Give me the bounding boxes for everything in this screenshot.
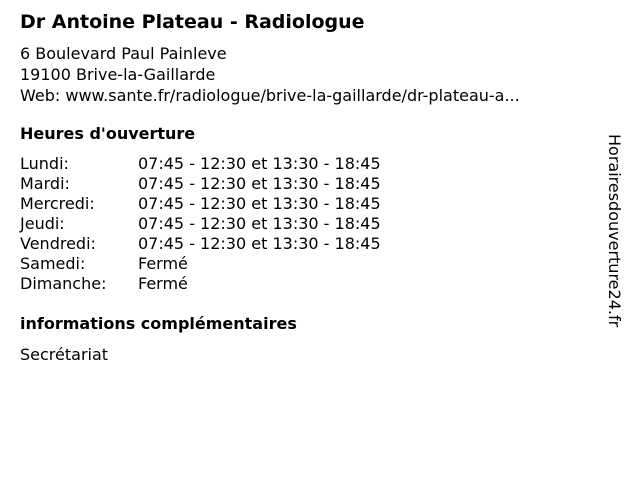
hours-row-monday — [20, 154, 381, 174]
day-hours: 07:45 - 12:30 et 13:30 - 18:45 — [138, 214, 381, 233]
page-title: Dr Antoine Plateau - Radiologue — [20, 11, 365, 33]
day-hours: 07:45 - 12:30 et 13:30 - 18:45 — [138, 234, 381, 253]
day-hours: Fermé — [138, 274, 188, 293]
day-label: Samedi: — [20, 254, 86, 273]
hours-row-saturday — [20, 254, 381, 274]
additional-info-heading: informations complémentaires — [20, 314, 297, 333]
website-link[interactable]: Web: www.sante.fr/radiologue/brive-la-gaillarde/dr-plateau-a... — [20, 86, 520, 105]
hours-row-thursday — [20, 214, 381, 234]
day-label: Lundi: — [20, 154, 69, 173]
city-address: 19100 Brive-la-Gaillarde — [20, 65, 216, 84]
hours-row-friday — [20, 234, 381, 254]
day-label: Mardi: — [20, 174, 70, 193]
hours-row-wednesday — [20, 194, 381, 214]
additional-info-text: Secrétariat — [20, 345, 109, 364]
site-watermark: Horairesdouverture24.fr — [605, 134, 624, 328]
hours-row-sunday — [20, 274, 381, 294]
day-hours: Fermé — [138, 254, 188, 273]
day-label: Jeudi: — [20, 214, 65, 233]
day-hours: 07:45 - 12:30 et 13:30 - 18:45 — [138, 174, 381, 193]
day-hours: 07:45 - 12:30 et 13:30 - 18:45 — [138, 154, 381, 173]
day-label: Mercredi: — [20, 194, 95, 213]
address-block — [20, 43, 520, 106]
day-label: Vendredi: — [20, 234, 96, 253]
day-hours: 07:45 - 12:30 et 13:30 - 18:45 — [138, 194, 381, 213]
hours-row-tuesday — [20, 174, 381, 194]
opening-hours-table — [20, 154, 381, 294]
day-label: Dimanche: — [20, 274, 107, 293]
street-address: 6 Boulevard Paul Painleve — [20, 44, 227, 63]
opening-hours-heading: Heures d'ouverture — [20, 124, 196, 143]
